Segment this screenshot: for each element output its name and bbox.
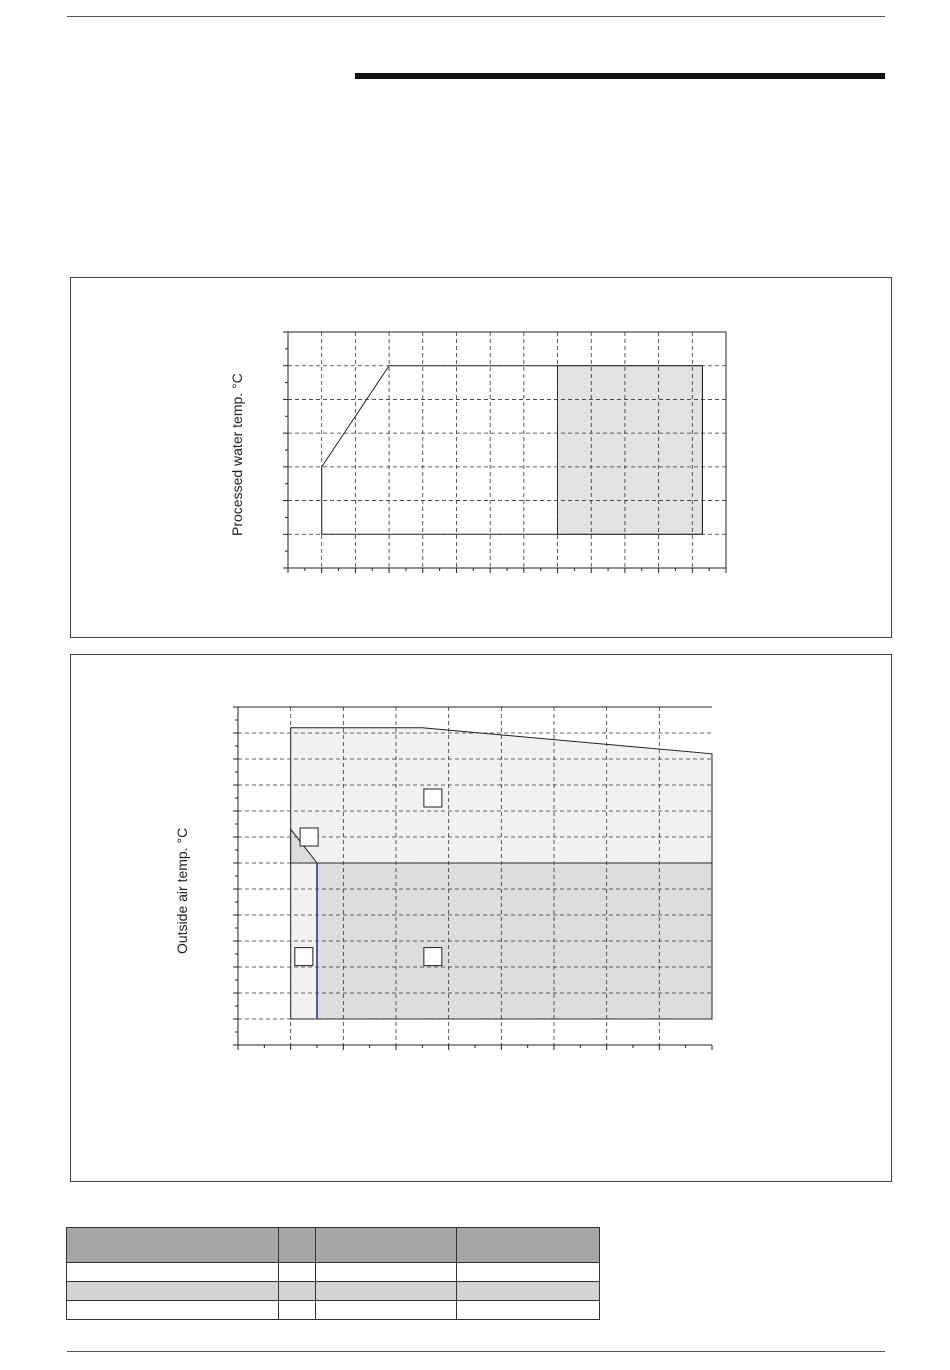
chart-processed-water: [71, 278, 891, 637]
table-header-cell: [316, 1228, 457, 1263]
table-cell: [316, 1301, 457, 1320]
table-row: [67, 1301, 600, 1320]
table-cell: [457, 1282, 600, 1301]
table-header-cell: [457, 1228, 600, 1263]
y-axis-label: Processed water temp. °C: [229, 373, 245, 536]
table-cell: [457, 1263, 600, 1282]
table-cell: [67, 1301, 279, 1320]
table-cell: [67, 1263, 279, 1282]
chart-panel-processed-water: [70, 277, 892, 638]
table-cell: [279, 1263, 316, 1282]
bottom-rule: [67, 1351, 885, 1352]
table-row: [67, 1282, 600, 1301]
region-marker: [424, 789, 442, 807]
table-row: [67, 1263, 600, 1282]
table-header-cell: [67, 1228, 279, 1263]
region-marker: [295, 948, 313, 966]
region-marker: [424, 948, 442, 966]
region-marker: [300, 828, 318, 846]
y-axis-label: Outside air temp. °C: [174, 827, 190, 954]
table-cell: [67, 1282, 279, 1301]
table-cell: [279, 1282, 316, 1301]
chart-outside-air: [71, 655, 891, 1181]
table-header-row: [67, 1228, 600, 1263]
table-cell: [316, 1263, 457, 1282]
table-cell: [279, 1301, 316, 1320]
table-cell: [457, 1301, 600, 1320]
table-cell: [316, 1282, 457, 1301]
title-bar: [355, 73, 885, 79]
chart-panel-outside-air: [70, 654, 892, 1182]
top-rule: [67, 16, 885, 17]
table-header-cell: [279, 1228, 316, 1263]
spec-table: [66, 1227, 600, 1320]
series-area-1: [558, 366, 703, 535]
